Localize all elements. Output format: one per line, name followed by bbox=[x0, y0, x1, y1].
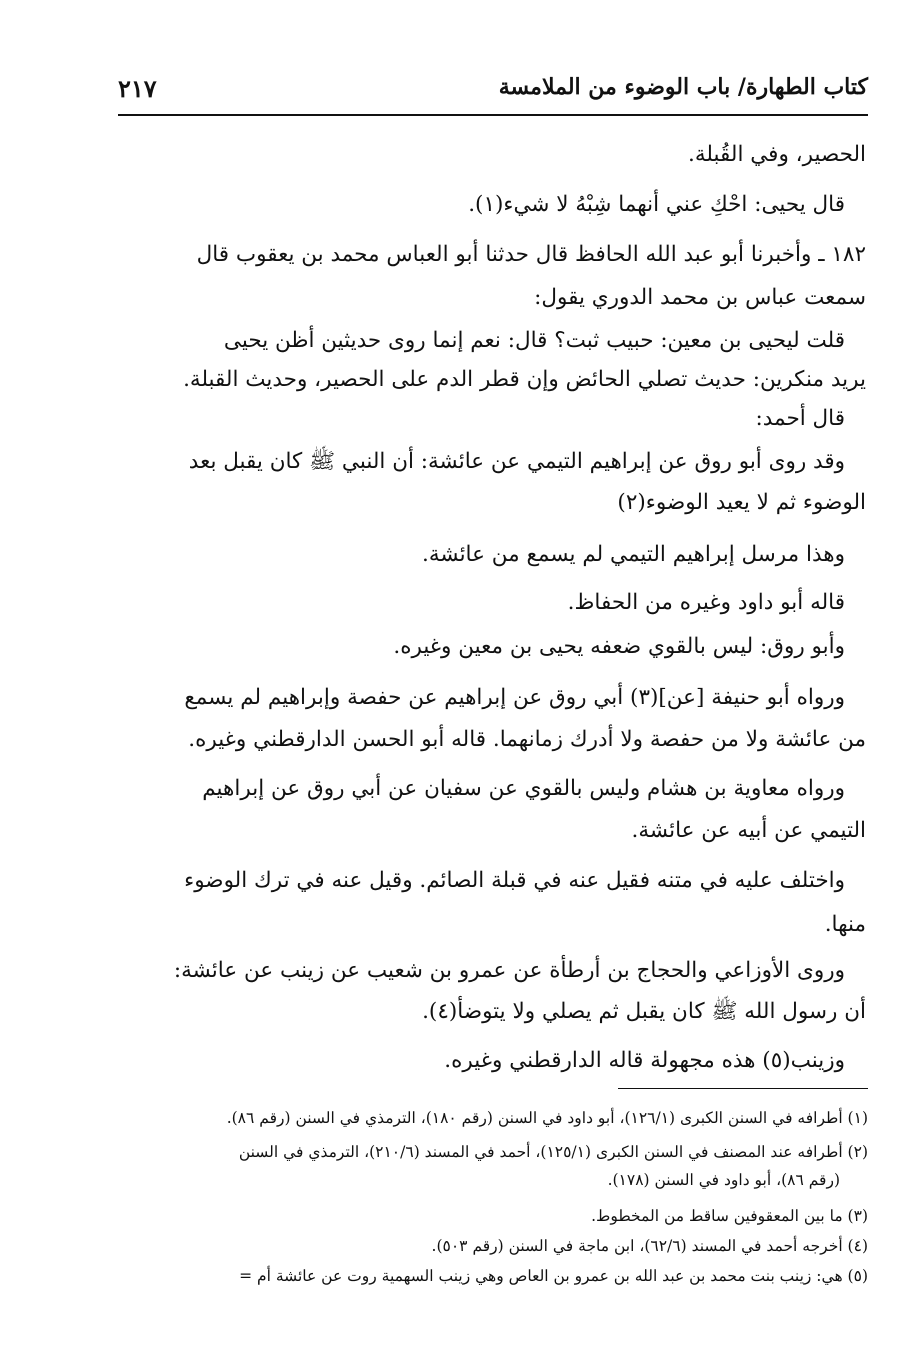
footnote-rule bbox=[618, 1088, 868, 1089]
text-line: قال يحيى: احْكِ عني أنهما شِبْهُ لا شيء(١). bbox=[468, 192, 845, 217]
running-title: كتاب الطهارة/ باب الوضوء من الملامسة bbox=[498, 74, 868, 100]
page-number: ٢١٧ bbox=[118, 74, 157, 103]
page-header bbox=[118, 70, 868, 110]
text-line: وروى الأوزاعي والحجاج بن أرطأة عن عمرو بن شعيب عن زينب عن عائشة: bbox=[173, 958, 845, 983]
text-line: وقد روى أبو روق عن إبراهيم التيمي عن عائشة: أن النبي ﷺ كان يقبل بعد bbox=[188, 449, 845, 474]
text-line: ورواه معاوية بن هشام وليس بالقوي عن سفيان عن أبي روق عن إبراهيم bbox=[202, 776, 845, 801]
footnote: (٣) ما بين المعقوفين ساقط من المخطوط. bbox=[591, 1207, 868, 1225]
text-line: ورواه أبو حنيفة [عن](٣) أبي روق عن إبراهيم عن حفصة وإبراهيم لم يسمع bbox=[184, 685, 845, 710]
text-line: أن رسول الله ﷺ كان يقبل ثم يصلي ولا يتوضأ(٤). bbox=[422, 999, 866, 1024]
header-rule bbox=[118, 114, 868, 116]
text-line: سمعت عباس بن محمد الدوري يقول: bbox=[534, 285, 866, 310]
text-line: الوضوء ثم لا يعيد الوضوء(٢) bbox=[617, 490, 866, 515]
text-line: ١٨٢ ـ وأخبرنا أبو عبد الله الحافظ قال حدثنا أبو العباس محمد بن يعقوب قال bbox=[196, 242, 866, 267]
text-line: وزينب(٥) هذه مجهولة قاله الدارقطني وغيره. bbox=[444, 1048, 845, 1073]
text-line: قلت ليحيى بن معين: حبيب ثبت؟ قال: نعم إنما روى حديثين أظن يحيى bbox=[223, 328, 845, 353]
text-line: وأبو روق: ليس بالقوي ضعفه يحيى بن معين وغيره. bbox=[393, 634, 845, 659]
text-line: قال أحمد: bbox=[755, 406, 845, 431]
text-line: من عائشة ولا من حفصة ولا أدرك زمانهما. قاله أبو الحسن الدارقطني وغيره. bbox=[188, 727, 866, 752]
footnote: (٥) هي: زينب بنت محمد بن عبد الله بن عمرو بن العاص وهي زينب السهمية روت عن عائشة أم = bbox=[239, 1267, 868, 1285]
text-line: التيمي عن أبيه عن عائشة. bbox=[631, 818, 866, 843]
text-line: وهذا مرسل إبراهيم التيمي لم يسمع من عائشة. bbox=[422, 542, 845, 567]
text-line: قاله أبو داود وغيره من الحفاظ. bbox=[567, 590, 845, 615]
text-line: يريد منكرين: حديث تصلي الحائض وإن قطر الدم على الحصير، وحديث القبلة. bbox=[183, 367, 866, 392]
footnote-continuation: (رقم ٨٦)، أبو داود في السنن (١٧٨). bbox=[607, 1171, 840, 1189]
footnote: (٢) أطرافه عند المصنف في السنن الكبرى (١٢٥/١)، أحمد في المسند (٢١٠/٦)، الترمذي في السنن bbox=[238, 1143, 868, 1161]
text-line: منها. bbox=[824, 912, 866, 937]
footnote: (١) أطرافه في السنن الكبرى (١٢٦/١)، أبو داود في السنن (رقم ١٨٠)، الترمذي في السنن (رقم ٨٦). bbox=[226, 1109, 868, 1127]
footnote: (٤) أخرجه أحمد في المسند (٦٢/٦)، ابن ماجة في السنن (رقم ٥٠٣). bbox=[431, 1237, 868, 1255]
text-line: واختلف عليه في متنه فقيل عنه في قبلة الصائم. وقيل عنه في ترك الوضوء bbox=[184, 868, 845, 893]
text-line: الحصير، وفي القُبلة. bbox=[688, 142, 866, 167]
